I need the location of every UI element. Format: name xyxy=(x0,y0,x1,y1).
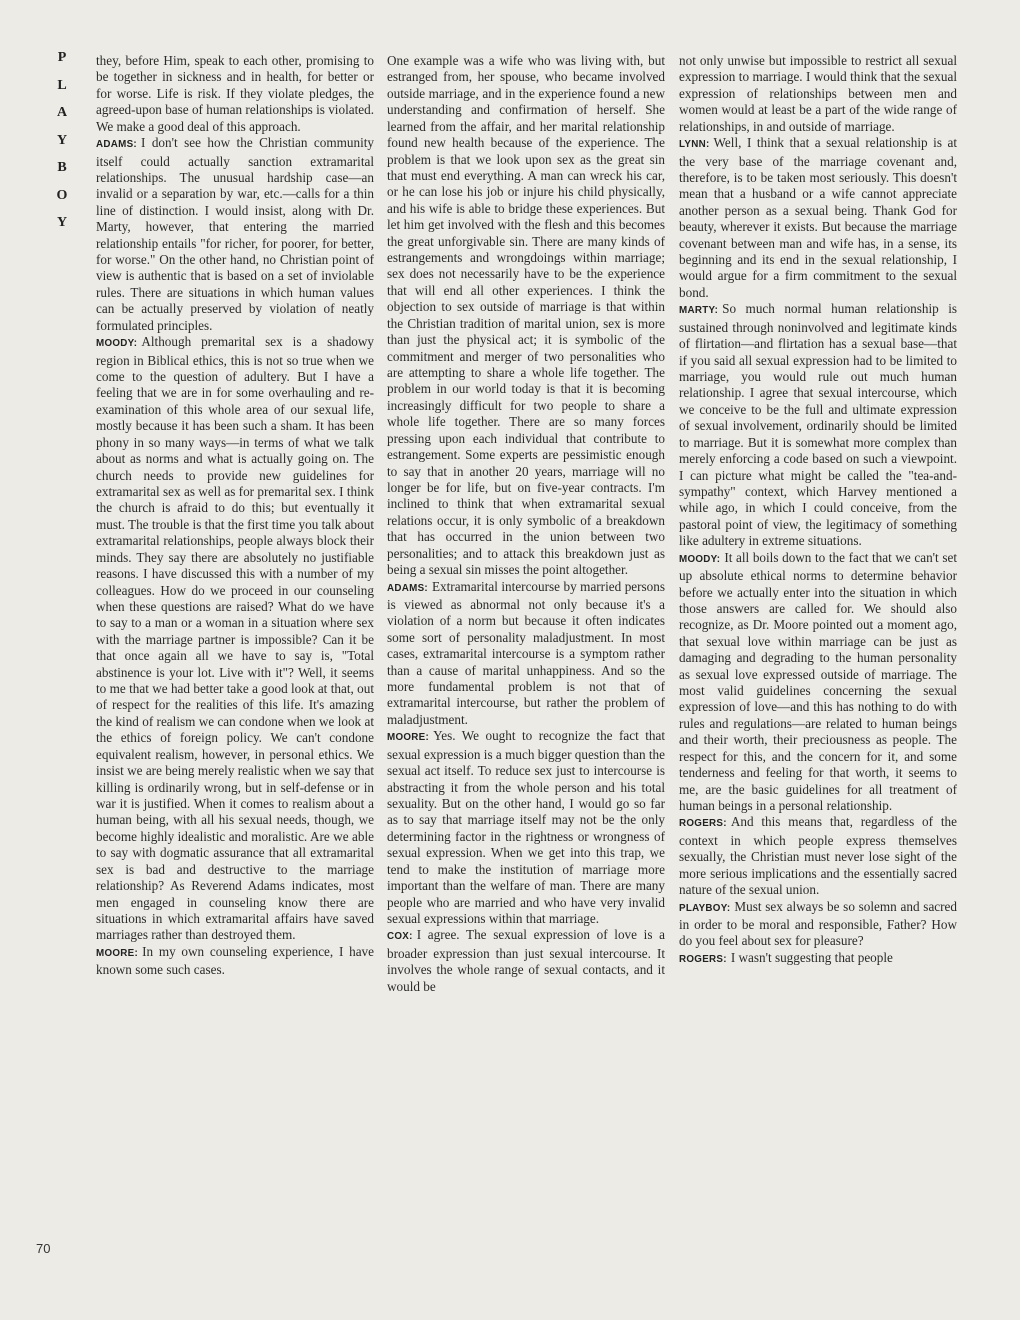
interview-paragraph xyxy=(679,950,957,968)
paragraph-text: they, before Him, speak to each other, promising to be together in sickness and in health, for better or for worse. Life is risk. If they violate pledges, the agreed-upon base of human relationships is violated. We make a good deal of this approach. xyxy=(96,53,374,134)
paragraph-text: Extramarital intercourse by married persons is viewed as abnormal not only because it's a violation of a norm but because it often indicates some sort of personality maladjustment. In most cases, extramarital intercourse is a symptom rather than a cause of marital unhappiness. And so the more fundamental problem is not that of extramarital intercourse, but rather the problem of maladjustment. xyxy=(387,578,665,727)
speaker-label: MOORE: xyxy=(96,947,139,959)
interview-paragraph xyxy=(679,550,957,815)
interview-paragraph xyxy=(387,579,665,729)
masthead-letter: O xyxy=(56,187,68,203)
interview-paragraph xyxy=(679,899,957,950)
interview-paragraph xyxy=(96,53,374,135)
speaker-label: COX: xyxy=(387,931,413,943)
speaker-label: ROGERS: xyxy=(679,818,727,830)
masthead-letter: Y xyxy=(56,132,68,148)
interview-paragraph xyxy=(387,927,665,995)
speaker-label: ADAMS: xyxy=(387,582,428,594)
interview-paragraph xyxy=(679,814,957,898)
interview-paragraph xyxy=(679,53,957,135)
paragraph-text: Well, I think that a sexual relationship is at the very base of the marriage covenant and, therefore, is to be taken most seriously. This doesn't mean that a husband or a wife cannot appreciate another person as a sexual being. Thank God for beauty, wherever it exists. But because the marriage covenant between man and wife has, in a sense, its beginning and its end in the sexual relationship, I would argue for a firm commitment to the sexual bond. xyxy=(679,135,957,300)
paragraph-text: Although premarital sex is a shadowy region in Biblical ethics, this is not so true when we come to the question of adultery. But I have a feeling that we are in for some overhauling and re-examination of this whole area of our sexual life, mostly because it has been such a sham. It has been phony in so many ways—in terms of what we talk about as norms and what is actually going on. The church needs to provide new guidelines for extramarital sex as well as for premarital sex. I think the church is afraid to do this; but eventually it must. The trouble is that the first time you talk about extramarital relationships, people always block their minds. They say there are absolutely no justifiable reasons. I have discussed this with a number of my colleagues. How do we proceed in our counseling when these questions are raised? What do we have to say to a man or a woman in a situation where sex with the marriage partner is impossible? Can it be that once again all we have to say is, "Total abstinence is your lot. Live with it"? Well, it seems to me that we had better take a good look at that, out of respect for the realities of this life. It's amazing the kind of realism we can condone when we look at the ethics of foreign policy. We can't condone equivalent realism, however, in personal ethics. We insist we are being merely realistic when we say that killing is ordinarily wrong, but in self-defense or in war it is justified. When it comes to realism about a human being, with all his sexual needs, though, we become highly idealistic and moralistic. Are we able to say with dogmatic assurance that all extramarital sex is bad and destructive to the marriage relationship? As Reverend Adams indicates, most men engaged in counseling know there are situations in which extramarital affairs have saved marriages rather than destroyed them. xyxy=(96,334,374,943)
speaker-label: MARTY: xyxy=(679,305,719,317)
paragraph-text: I don't see how the Christian community itself could actually sanction extramarital relationships. The unusual hardship case—an invalid or a separation by war, etc.—calls for a thin line of distinction. I would insist, along with Dr. Marty, however, that entering the married relationship entails "for richer, for poorer, for better, for worse." On the other hand, no Christian point of view is authentic that is based on a set of inviolable rules. There are situations in which human values can be actually preserved by violation of neatly formulated principles. xyxy=(96,135,374,333)
paragraph-text: I agree. The sexual expression of love is a broader expression than just sexual intercourse. It involves the whole range of sexual contacts, and it would be xyxy=(387,927,665,994)
paragraph-text: I wasn't suggesting that people xyxy=(730,949,893,965)
speaker-label: LYNN: xyxy=(679,139,710,151)
masthead-letter: Y xyxy=(56,215,68,230)
speaker-label: MOODY: xyxy=(679,553,721,565)
speaker-label: ROGERS: xyxy=(679,953,727,965)
text-column-3 xyxy=(679,53,957,968)
paragraph-text: So much normal human relationship is sustained through noninvolved and legitimate kinds of flirtation—and flirtation has a sexual base—that if you said all sexual expression had to be limited to marriage, you would rule out much human relationship. I agree that sexual intercourse, which we conceive to be the full and ultimate expression of sexual involvement, ordinarily should be limited to marriage. But it is somewhat more complex than merely enforcing a code based on such a viewpoint. I can picture what might be called the "tea-and-sympathy" context, which Harvey mentioned a while ago, in which I could conceive, from the pastoral point of view, the legitimacy of something like adultery in extreme situations. xyxy=(679,301,957,549)
text-column-1 xyxy=(96,53,374,979)
interview-paragraph xyxy=(96,334,374,944)
paragraph-text: One example was a wife who was living with, but estranged from, her spouse, who became involved outside marriage, and in the experience found a new understanding and confirmation of herself. She learned from the affair, and her marital relationship found new health because of the experience. The problem is that we look upon sex as the great sin that must end everything. A man can wreck his car, or he can lose his job or injure his child physically, and his wife is able to bridge these experiences. But let him get involved with the flesh and this becomes the great unforgivable sin. There are many kinds of estrangements and wrongdoings within marriage; sex does not necessarily have to be the experience that will end all other experiences. I think the objection to sex outside of marriage is that within the Christian tradition of marital union, sex is more than just the physical act; it is symbolic of the commitment and merger of two personalities who are attempting to share a whole life together. The problem in our world today is that it is becoming increasingly difficult for two people to share a whole life together. There are so many forces pressing upon each individual that contribute to estrangement. Some experts are pessimistic enough to say that in another 20 years, marriage will no longer be for life, but on five-year contracts. I'm inclined to think that when extramarital sexual relations occur, it is only symbolic of a breakdown that has occurred in the union between two personalities; and to attack this breakdown just as being a sexual sin misses the point altogether. xyxy=(387,53,665,578)
paragraph-text: Must sex always be so solemn and sacred in order to be moral and responsible, Father? How do you feel about sex for pleasure? xyxy=(679,898,957,949)
masthead-letter: L xyxy=(57,77,67,93)
interview-paragraph xyxy=(679,135,957,301)
paragraph-text: And this means that, regardless of the context in which people express themselves sexually, the Christian must never lose sight of the more serious implications and the essentially sacred nature of the sexual union. xyxy=(679,814,957,898)
speaker-label: PLAYBOY: xyxy=(679,902,731,914)
speaker-label: ADAMS: xyxy=(96,139,137,151)
speaker-label: MOODY: xyxy=(96,338,138,350)
interview-paragraph xyxy=(679,301,957,549)
interview-paragraph xyxy=(387,53,665,579)
masthead-letter: B xyxy=(57,160,67,175)
speaker-label: MOORE: xyxy=(387,732,430,744)
paragraph-text: Yes. We ought to recognize the fact that sexual expression is a much bigger question than the sexual act itself. To reduce sex just to intercourse is abstracting it from the whole person and his total sexuality. But on the other hand, I would go so far as to say that marriage itself may not be the only determining factor in the rightness or wrongness of sexual expression. When we get into this trap, we tend to make the institution of marriage more important than the welfare of man. There are many people who are married and who have very invalid sexual expressions within that marriage. xyxy=(387,728,665,926)
interview-paragraph xyxy=(96,944,374,979)
interview-paragraph xyxy=(387,728,665,927)
masthead-letter: P xyxy=(57,50,67,65)
paragraph-text: It all boils down to the fact that we can't set up absolute ethical norms to determine behavior before we actually enter into the situation in which those answers are called for. We should also recognize, as Dr. Moore pointed out a moment ago, that sexual love within marriage can be just as damaging and degrading to the human personality as sexual love expressed outside of marriage. The most valid guidelines concerning the sexual expression of love—and this has nothing to do with rules and regulations—are related to human beings and their worth, their preciousness as people. The respect for this, and the concern for it, and some tenderness and feeling for that worth, it seems to me, are the basic guidelines for all treatment of human beings in a personal relationship. xyxy=(679,549,957,813)
paragraph-text: In my own counseling experience, I have known some such cases. xyxy=(96,943,374,978)
paragraph-text: not only unwise but impossible to restrict all sexual expression to marriage. I would think that the sexual expression of relationships between men and women would at least be a part of the wide range of relationships, in and outside of marriage. xyxy=(679,53,957,134)
interview-paragraph xyxy=(96,135,374,334)
masthead xyxy=(52,44,72,237)
text-column-2 xyxy=(387,53,665,995)
masthead-letter: A xyxy=(56,105,68,120)
page-number: 70 xyxy=(36,1241,51,1256)
